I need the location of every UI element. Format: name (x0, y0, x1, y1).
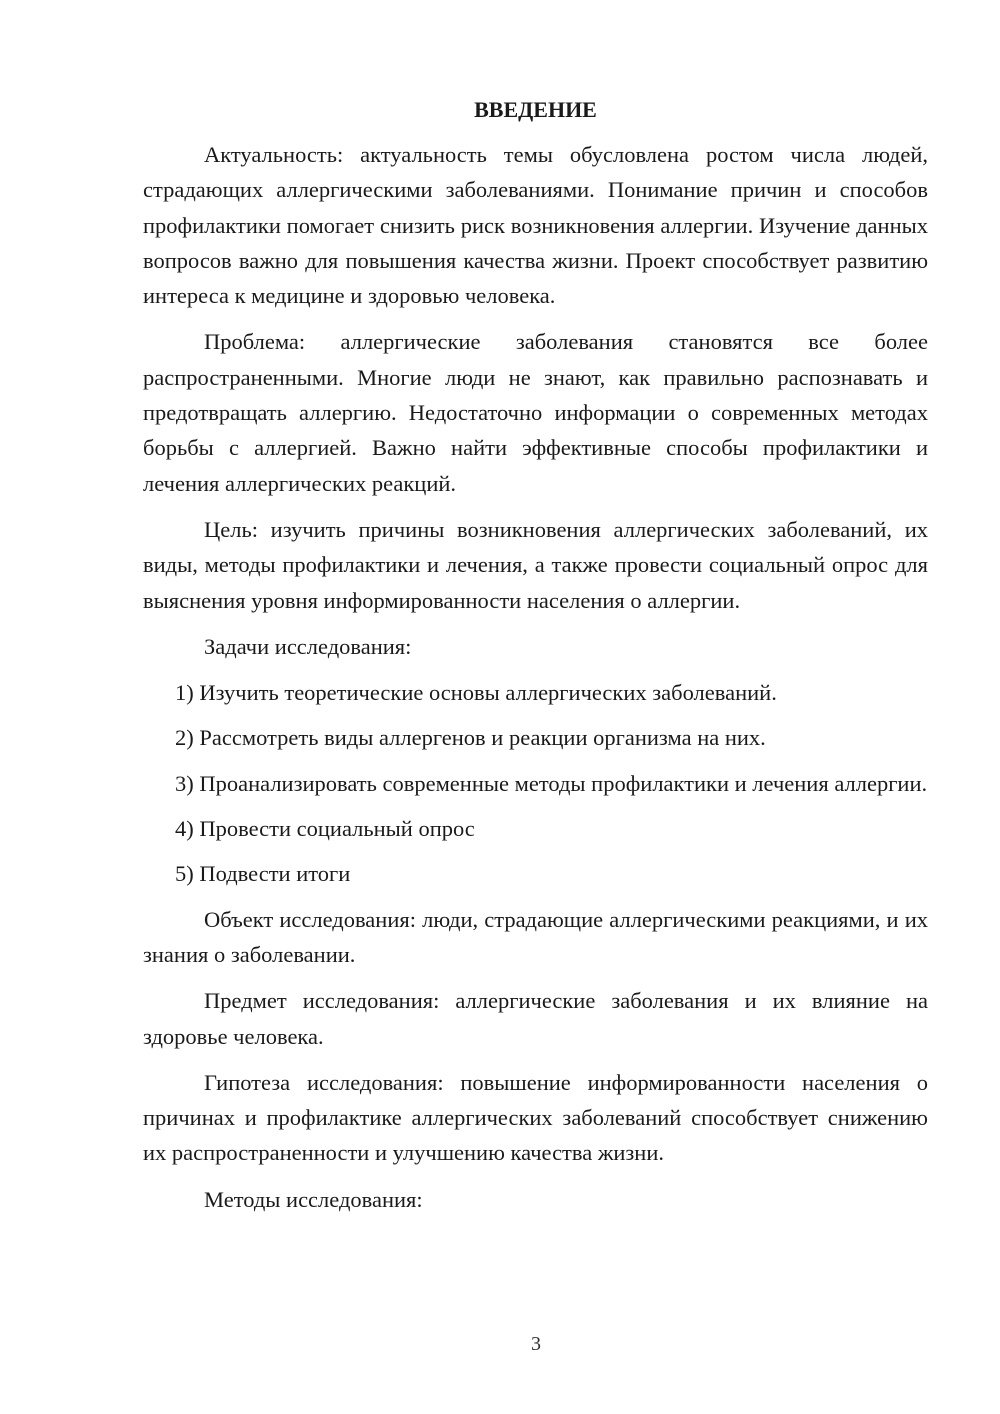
paragraph-relevance: Актуальность: актуальность темы обусловлена ростом числа людей, страдающих аллергическими заболеваниями. Понимание причин и способов профилактики помогает снизить риск возникновения аллергии. Изучение данных вопросов важно для повышения качества жизни. Проект способствует развитию интереса к медицине и здоровью человека. (143, 142, 928, 309)
task-item-2: 2) Рассмотреть виды аллергенов и реакции организма на них. (175, 725, 766, 751)
page-number: 3 (531, 1333, 541, 1355)
paragraph-tasks-heading: Задачи исследования: (204, 633, 412, 659)
task-item-3: 3) Проанализировать современные методы профилактики и лечения аллергии. (175, 770, 928, 796)
paragraph-problem: Проблема: аллергические заболевания становятся все более распространенными. Многие люди не знают, как правильно распознавать и предотвращать аллергию. Недостаточно информации о современных методах борьбы с аллергией. Важно найти эффективные способы профилактики и лечения аллергических реакций. (143, 329, 928, 496)
page-title: ВВЕДЕНИЕ (474, 97, 597, 122)
task-item-1: 1) Изучить теоретические основы аллергических заболеваний. (175, 680, 777, 706)
task-item-5: 5) Подвести итоги (175, 861, 351, 887)
paragraph-methods-heading: Методы исследования: (204, 1186, 423, 1212)
paragraph-subject: Предмет исследования: аллергические заболевания и их влияние на здоровье человека. (143, 988, 928, 1049)
paragraph-goal: Цель: изучить причины возникновения аллергических заболеваний, их виды, методы профилактики и лечения, а также провести социальный опрос для выяснения уровня информированности населения о аллергии. (143, 516, 928, 613)
paragraph-object: Объект исследования: люди, страдающие аллергическими реакциями, и их знания о заболевании. (143, 906, 928, 967)
paragraph-hypothesis: Гипотеза исследования: повышение информированности населения о причинах и профилактике аллергических заболеваний способствует снижению их распространенности и улучшению качества жизни. (143, 1069, 928, 1166)
task-item-4: 4) Провести социальный опрос (175, 816, 475, 842)
document-page (143, 95, 928, 1228)
